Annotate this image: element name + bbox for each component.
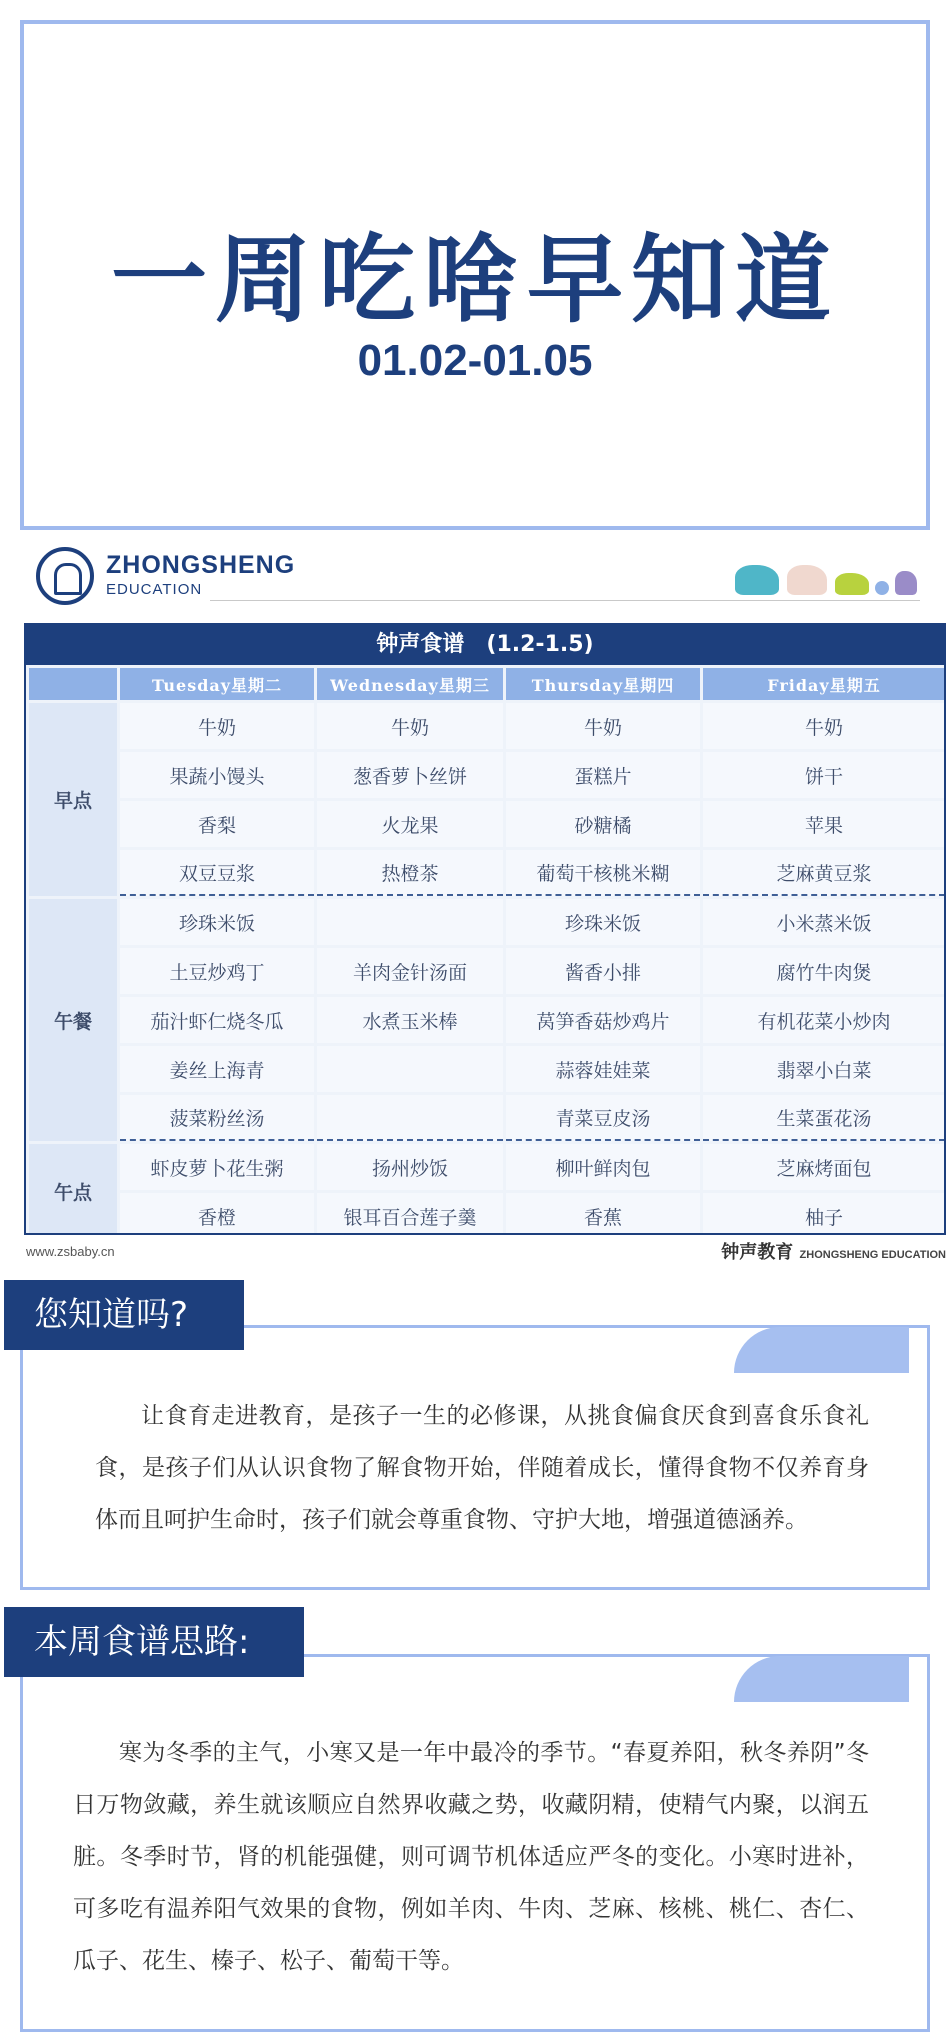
menu-cell: 莴笋香菇炒鸡片 — [506, 997, 700, 1043]
menu-cell: 香梨 — [120, 801, 314, 847]
menu-cell: 土豆炒鸡丁 — [120, 948, 314, 994]
corner-cell — [29, 668, 117, 700]
menu-cell: 珍珠米饭 — [506, 899, 700, 945]
know-title-text: 您知道吗? — [34, 1295, 189, 1335]
day-header-row — [29, 668, 945, 700]
corner-decoration — [734, 1327, 909, 1373]
menu-cell: 蒜蓉娃娃菜 — [506, 1046, 700, 1092]
menu-cell: 姜丝上海青 — [120, 1046, 314, 1092]
menu-cell: 有机花菜小炒肉 — [703, 997, 945, 1043]
table-row — [29, 703, 945, 749]
table-row — [29, 850, 945, 896]
menu-cell: 芝麻黄豆浆 — [703, 850, 945, 896]
idea-title — [4, 1607, 304, 1677]
day-header: Thursday星期四 — [506, 668, 700, 700]
corner-decoration — [734, 1656, 909, 1702]
category-label: 午点 — [29, 1144, 117, 1235]
menu-cell: 牛奶 — [703, 703, 945, 749]
table-row — [29, 1046, 945, 1092]
table-row — [29, 1144, 945, 1190]
category-label: 早点 — [29, 703, 117, 896]
day-header: Friday星期五 — [703, 668, 945, 700]
menu-cell: 珍珠米饭 — [120, 899, 314, 945]
menu-cell: 果蔬小馒头 — [120, 752, 314, 798]
menu-cell: 扬州炒饭 — [317, 1144, 503, 1190]
table-row — [29, 1193, 945, 1235]
menu-cell: 小米蒸米饭 — [703, 899, 945, 945]
menu-grid — [26, 665, 946, 1235]
menu-table — [24, 623, 946, 1235]
menu-cell: 银耳百合莲子羹 — [317, 1193, 503, 1235]
hero-card — [20, 20, 930, 530]
footer-brand-en: ZHONGSHENG EDUCATION — [799, 1249, 946, 1261]
menu-cell: 葡萄干核桃米糊 — [506, 850, 700, 896]
menu-cell: 柚子 — [703, 1193, 945, 1235]
menu-cell: 苹果 — [703, 801, 945, 847]
menu-cell: 翡翠小白菜 — [703, 1046, 945, 1092]
table-row — [29, 997, 945, 1043]
category-label: 午餐 — [29, 899, 117, 1141]
menu-cell: 茄汁虾仁烧冬瓜 — [120, 997, 314, 1043]
idea-text: 寒为冬季的主气，小寒又是一年中最冷的季节。“春夏养阳，秋冬养阴”冬日万物敛藏，养生就该顺应自然界收藏之势，收藏阴精，使精气内聚，以润五脏。冬季时节，肾的机能强健，则可调节机体适应严冬的变化。小寒时进补，可多吃有温养阳气效果的食物，例如羊肉、牛肉、芝麻、核桃、桃仁、杏仁、瓜子、花生、榛子、松子、葡萄干等。 — [73, 1740, 869, 1974]
menu-cell: 火龙果 — [317, 801, 503, 847]
animals-decoration — [735, 555, 920, 599]
menu-cell: 虾皮萝卜花生粥 — [120, 1144, 314, 1190]
menu-cell: 芝麻烤面包 — [703, 1144, 945, 1190]
day-header: Tuesday星期二 — [120, 668, 314, 700]
table-row — [29, 752, 945, 798]
menu-cell — [317, 899, 503, 945]
menu-cell: 柳叶鲜肉包 — [506, 1144, 700, 1190]
table-row — [29, 948, 945, 994]
menu-cell: 牛奶 — [317, 703, 503, 749]
know-section — [20, 1325, 930, 1590]
website-url: www.zsbaby.cn — [26, 1244, 115, 1259]
menu-cell: 蛋糕片 — [506, 752, 700, 798]
menu-cell: 牛奶 — [506, 703, 700, 749]
date-range: 01.02-01.05 — [357, 336, 593, 385]
menu-cell: 生菜蛋花汤 — [703, 1095, 945, 1141]
footer-brand — [721, 1238, 946, 1264]
menu-cell: 饼干 — [703, 752, 945, 798]
divider — [210, 600, 920, 601]
know-title — [4, 1280, 244, 1350]
menu-cell: 热橙茶 — [317, 850, 503, 896]
menu-cell: 香橙 — [120, 1193, 314, 1235]
idea-section — [20, 1654, 930, 2032]
footer-brand-cn: 钟声教育 — [721, 1242, 794, 1263]
know-text: 让食育走进教育，是孩子一生的必修课，从挑食偏食厌食到喜食乐食礼食，是孩子们从认识食物了解食物开始，伴随着成长，懂得食物不仅养育身体而且呵护生命时，孩子们就会尊重食物、守护大地，增强道德涵养。 — [95, 1403, 869, 1533]
idea-title-text: 本周食谱思路: — [34, 1622, 250, 1662]
table-row — [29, 801, 945, 847]
brand-name: ZHONGSHENG — [106, 551, 296, 579]
lion-icon — [787, 565, 827, 595]
logo-row — [30, 543, 920, 611]
menu-cell: 羊肉金针汤面 — [317, 948, 503, 994]
brand-sub: EDUCATION — [106, 581, 203, 598]
table-row — [29, 1095, 945, 1141]
menu-cell: 菠菜粉丝汤 — [120, 1095, 314, 1141]
page-title: 一周吃啥早知道 — [111, 224, 839, 336]
menu-cell — [317, 1046, 503, 1092]
table-row — [29, 899, 945, 945]
menu-cell: 水煮玉米棒 — [317, 997, 503, 1043]
menu-cell: 牛奶 — [120, 703, 314, 749]
day-header: Wednesday星期三 — [317, 668, 503, 700]
menu-cell: 酱香小排 — [506, 948, 700, 994]
dog-icon — [835, 573, 869, 595]
menu-cell: 砂糖橘 — [506, 801, 700, 847]
cat-icon — [895, 571, 917, 595]
bird-icon — [875, 581, 889, 595]
menu-cell: 香蕉 — [506, 1193, 700, 1235]
menu-cell: 双豆豆浆 — [120, 850, 314, 896]
menu-cell: 腐竹牛肉煲 — [703, 948, 945, 994]
menu-title: 钟声食谱 (1.2-1.5) — [26, 625, 944, 665]
menu-cell: 青菜豆皮汤 — [506, 1095, 700, 1141]
school-logo-icon — [36, 547, 94, 605]
elephant-icon — [735, 565, 779, 595]
menu-cell: 葱香萝卜丝饼 — [317, 752, 503, 798]
table-footer — [26, 1238, 946, 1268]
menu-cell — [317, 1095, 503, 1141]
